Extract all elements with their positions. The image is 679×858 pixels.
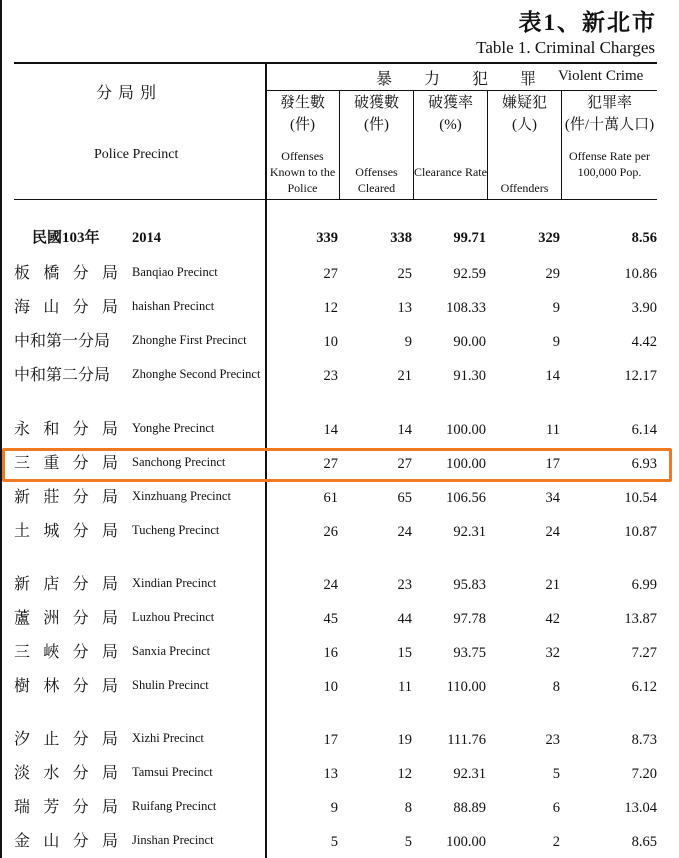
precinct-name-zh: 中和第二分局: [14, 367, 111, 384]
precinct-name-zh: 土 城 分 局: [14, 523, 118, 540]
cell-offense-rate: 6.93: [631, 456, 657, 472]
precinct-header-zh: 分 局 別: [96, 85, 158, 102]
cell-offenders: 5: [552, 766, 560, 782]
cell-offenders: 23: [545, 732, 560, 748]
cell-offenders: 42: [545, 611, 560, 627]
cell-known: 9: [330, 800, 338, 816]
cell-rate: 92.31: [453, 524, 486, 540]
cell-offense-rate: 12.17: [624, 368, 657, 384]
cell-cleared: 9: [404, 334, 412, 350]
summary-label-zh: 民國103年: [32, 230, 100, 246]
precinct-name-en: Xinzhuang Precinct: [132, 489, 231, 503]
precinct-name-en: Banqiao Precinct: [132, 265, 218, 279]
cell-offense-rate: 4.42: [631, 334, 657, 350]
cell-rate: 95.83: [453, 577, 486, 593]
column-header-rate: 破獲率 (%) Clearance Rate: [414, 95, 487, 179]
cell-offense-rate: 10.87: [624, 524, 657, 540]
table-row: [0, 570, 679, 600]
cell-cleared: 19: [397, 732, 412, 748]
cell-known: 10: [323, 334, 338, 350]
summary-rate: 99.71: [453, 230, 486, 246]
cell-offenders: 29: [545, 266, 560, 282]
cell-offenders: 6: [552, 800, 560, 816]
cell-known: 16: [323, 645, 338, 661]
cell-known: 12: [323, 300, 338, 316]
precinct-name-en: Yonghe Precinct: [132, 421, 215, 435]
precinct-name-zh: 樹 林 分 局: [14, 678, 118, 695]
precinct-name-zh: 中和第一分局: [14, 333, 111, 350]
cell-offenders: 2: [552, 834, 560, 850]
cell-cleared: 21: [397, 368, 412, 384]
table-row: [0, 759, 679, 789]
table-row: [0, 415, 679, 445]
cell-known: 23: [323, 368, 338, 384]
precinct-name-zh: 新 莊 分 局: [14, 489, 118, 506]
cell-offense-rate: 8.73: [631, 732, 657, 748]
cell-rate: 100.00: [446, 456, 486, 472]
table-row: [0, 293, 679, 323]
cell-offense-rate: 7.27: [631, 645, 657, 661]
precinct-name-en: Xizhi Precinct: [132, 731, 204, 745]
summary-offenders: 329: [538, 230, 560, 246]
cell-cleared: 65: [397, 490, 412, 506]
cell-rate: 108.33: [446, 300, 486, 316]
precinct-name-zh: 永 和 分 局: [14, 421, 118, 438]
cell-known: 27: [323, 266, 338, 282]
precinct-name-zh: 板 橋 分 局: [14, 265, 118, 282]
precinct-name-en: Sanxia Precinct: [132, 644, 211, 658]
cell-offense-rate: 6.12: [631, 679, 657, 695]
cell-offenders: 8: [552, 679, 560, 695]
precinct-name-en: Luzhou Precinct: [132, 610, 215, 624]
precinct-name-zh: 金 山 分 局: [14, 833, 118, 850]
precinct-name-en: Jinshan Precinct: [132, 833, 214, 847]
column-header-offense-rate: 犯罪率 (件/十萬人口) Offense Rate per 100,000 Pop.: [564, 95, 655, 179]
cell-offense-rate: 6.14: [631, 422, 657, 438]
cell-known: 26: [323, 524, 338, 540]
table-row: [0, 725, 679, 755]
table-row: [0, 361, 679, 391]
precinct-name-zh: 海 山 分 局: [14, 299, 118, 316]
cell-offense-rate: 10.86: [624, 266, 657, 282]
table-title-zh: 表1、新北市: [518, 10, 657, 35]
cell-rate: 110.00: [446, 679, 486, 695]
group-rule: [265, 90, 657, 91]
cell-known: 61: [323, 490, 338, 506]
precinct-name-zh: 蘆 洲 分 局: [14, 610, 118, 627]
cell-offenders: 24: [545, 524, 560, 540]
group-header-en: Violent Crime: [558, 68, 644, 84]
cell-offenders: 17: [545, 456, 560, 472]
highlight-box: [2, 448, 672, 482]
summary-row: [0, 223, 679, 253]
table-title-en: Table 1. Criminal Charges: [476, 38, 655, 57]
precinct-name-zh: 三 峽 分 局: [14, 644, 118, 661]
table-row: [0, 259, 679, 289]
cell-offenders: 11: [546, 422, 560, 438]
table-row: [0, 793, 679, 823]
precinct-name-zh: 新 店 分 局: [14, 576, 118, 593]
table-row: [0, 604, 679, 634]
cell-cleared: 13: [397, 300, 412, 316]
column-header-known: 發生數 (件) Offenses Known to the Police: [269, 95, 336, 195]
cell-rate: 100.00: [446, 422, 486, 438]
cell-offenders: 9: [552, 300, 560, 316]
column-header-cleared: 破獲數 (件) Offenses Cleared: [353, 95, 399, 195]
group-header-zh: 暴 力 犯 罪: [376, 71, 551, 88]
table-row: [0, 517, 679, 547]
cell-offense-rate: 13.87: [624, 611, 657, 627]
cell-rate: 93.75: [453, 645, 486, 661]
column-header-offenders: 嫌疑犯 (人) Offenders: [500, 95, 549, 195]
cell-offenders: 34: [545, 490, 560, 506]
cell-rate: 100.00: [446, 834, 486, 850]
summary-cleared: 338: [390, 230, 412, 246]
cell-rate: 106.56: [446, 490, 486, 506]
precinct-name-en: Tamsui Precinct: [132, 765, 213, 779]
top-rule: [14, 62, 657, 64]
precinct-name-en: Zhonghe Second Precinct: [132, 367, 261, 381]
cell-offense-rate: 7.20: [631, 766, 657, 782]
precinct-name-zh: 三 重 分 局: [14, 455, 118, 472]
cell-known: 13: [323, 766, 338, 782]
summary-label-en: 2014: [132, 230, 161, 246]
cell-offenders: 14: [545, 368, 560, 384]
cell-offenders: 9: [552, 334, 560, 350]
cell-cleared: 14: [397, 422, 412, 438]
cell-cleared: 5: [404, 834, 412, 850]
precinct-name-zh: 汐 止 分 局: [14, 731, 118, 748]
precinct-name-zh: 淡 水 分 局: [14, 765, 118, 782]
cell-offense-rate: 10.54: [624, 490, 657, 506]
table-row: [0, 483, 679, 513]
summary-offense-rate: 8.56: [631, 230, 657, 246]
cell-rate: 92.59: [453, 266, 486, 282]
cell-known: 24: [323, 577, 338, 593]
cell-cleared: 27: [397, 456, 412, 472]
precinct-name-en: Shulin Precinct: [132, 678, 209, 692]
precinct-name-zh: 瑞 芳 分 局: [14, 799, 118, 816]
cell-rate: 90.00: [453, 334, 486, 350]
precinct-name-en: Zhonghe First Precinct: [132, 333, 247, 347]
cell-cleared: 8: [404, 800, 412, 816]
table-row: [0, 327, 679, 357]
cell-known: 45: [323, 611, 338, 627]
cell-known: 14: [323, 422, 338, 438]
precinct-name-en: Tucheng Precinct: [132, 523, 220, 537]
cell-cleared: 11: [398, 679, 412, 695]
cell-cleared: 25: [397, 266, 412, 282]
cell-known: 5: [330, 834, 338, 850]
cell-known: 27: [323, 456, 338, 472]
precinct-name-en: haishan Precinct: [132, 299, 215, 313]
cell-offense-rate: 13.04: [624, 800, 657, 816]
cell-rate: 92.31: [453, 766, 486, 782]
table-row: [0, 672, 679, 702]
cell-offense-rate: 6.99: [631, 577, 657, 593]
summary-known: 339: [316, 230, 338, 246]
cell-rate: 97.78: [453, 611, 486, 627]
cell-offense-rate: 3.90: [631, 300, 657, 316]
cell-offenders: 21: [545, 577, 560, 593]
cell-cleared: 24: [397, 524, 412, 540]
precinct-name-en: Sanchong Precinct: [132, 455, 226, 469]
cell-known: 17: [323, 732, 338, 748]
precinct-header-en: Police Precinct: [94, 147, 179, 162]
cell-cleared: 15: [397, 645, 412, 661]
cell-rate: 91.30: [453, 368, 486, 384]
cell-rate: 111.76: [447, 732, 486, 748]
precinct-name-en: Xindian Precinct: [132, 576, 217, 590]
cell-offense-rate: 8.65: [631, 834, 657, 850]
cell-offenders: 32: [545, 645, 560, 661]
precinct-name-en: Ruifang Precinct: [132, 799, 217, 813]
cell-cleared: 12: [397, 766, 412, 782]
table-row: [0, 638, 679, 668]
table-row: [0, 827, 679, 857]
cell-cleared: 23: [397, 577, 412, 593]
cell-known: 10: [323, 679, 338, 695]
cell-rate: 88.89: [453, 800, 486, 816]
cell-cleared: 44: [397, 611, 412, 627]
